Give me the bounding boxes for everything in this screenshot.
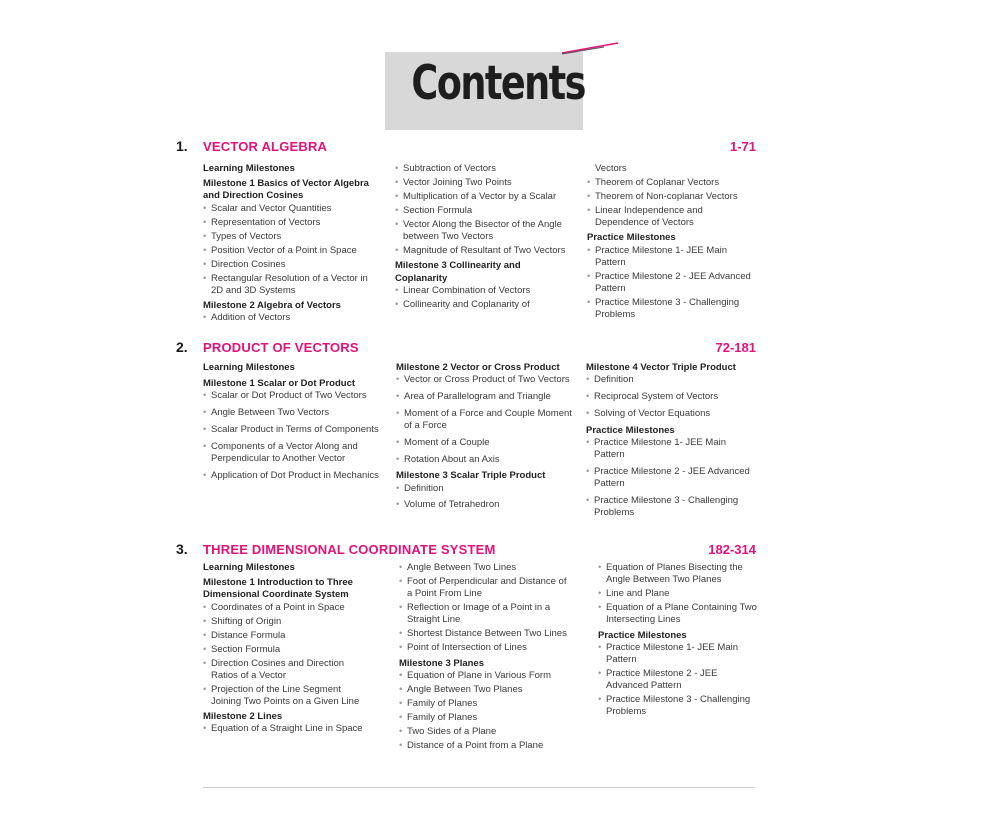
section-title[interactable]: THREE DIMENSIONAL COORDINATE SYSTEM <box>203 542 496 557</box>
section-column <box>399 562 571 754</box>
topic-item[interactable]: • Family of Planes <box>399 712 571 724</box>
topic-item[interactable]: • Foot of Perpendicular and Distance of a Point From Line <box>399 576 571 600</box>
milestone-heading: Learning Milestones <box>203 362 295 373</box>
milestone-heading: Milestone 1 Basics of Vector Algebra and Direction Cosines <box>203 178 369 202</box>
topic-item[interactable]: • Direction Cosines and Direction Ratios of a Vector <box>203 658 363 682</box>
topic-item[interactable]: • Multiplication of a Vector by a Scalar <box>395 191 575 203</box>
topic-item[interactable]: • Magnitude of Resultant of Two Vectors <box>395 245 575 257</box>
topic-item[interactable]: • Types of Vectors <box>203 231 381 243</box>
topic-item[interactable]: • Application of Dot Product in Mechanics <box>203 470 381 482</box>
topic-item[interactable]: • Definition <box>586 374 758 386</box>
section-column <box>203 562 363 737</box>
topic-item[interactable]: • Addition of Vectors <box>203 312 381 324</box>
section-pages: 72-181 <box>715 340 756 355</box>
topic-item[interactable]: • Moment of a Couple <box>396 437 576 449</box>
topic-item[interactable]: • Theorem of Coplanar Vectors <box>587 177 757 189</box>
topic-item[interactable]: • Practice Milestone 3 - Challenging Problems <box>587 297 757 321</box>
topic-item[interactable]: • Two Sides of a Plane <box>399 726 571 738</box>
topic-item[interactable]: • Distance of a Point from a Plane <box>399 740 571 752</box>
milestone-heading: Milestone 3 Scalar Triple Product <box>396 470 546 482</box>
topic-item[interactable]: • Practice Milestone 1- JEE Main Pattern <box>586 437 758 461</box>
milestone-heading: Learning Milestones <box>203 163 295 174</box>
milestone-heading: Milestone 3 Collinearity and Coplanarity <box>395 260 521 284</box>
topic-item[interactable]: • Shortest Distance Between Two Lines <box>399 628 571 640</box>
topic-item[interactable]: • Shifting of Origin <box>203 616 363 628</box>
section-column <box>586 358 758 524</box>
topic-item[interactable]: • Family of Planes <box>399 698 571 710</box>
milestone-heading: Learning Milestones <box>203 562 295 573</box>
topic-item[interactable]: • Equation of Plane in Various Form <box>399 670 571 682</box>
topic-item[interactable]: • Point of Intersection of Lines <box>399 642 571 654</box>
decorative-lines-icon <box>560 38 624 56</box>
topic-item[interactable]: • Definition <box>396 483 576 495</box>
topic-item[interactable]: • Practice Milestone 1- JEE Main Pattern <box>587 245 757 269</box>
milestone-heading: Milestone 3 Planes <box>399 657 485 669</box>
topic-item[interactable]: • Scalar Product in Terms of Components <box>203 424 381 436</box>
topic-item[interactable]: • Angle Between Two Vectors <box>203 407 381 419</box>
topic-item[interactable]: • Angle Between Two Lines <box>399 562 571 574</box>
section-title[interactable]: VECTOR ALGEBRA <box>203 139 328 154</box>
topic-item[interactable]: • Equation of a Straight Line in Space <box>203 723 363 735</box>
topic-item[interactable]: • Angle Between Two Planes <box>399 684 571 696</box>
topic-item[interactable]: • Subtraction of Vectors <box>395 163 575 175</box>
topic-item[interactable]: • Coordinates of a Point in Space <box>203 602 363 614</box>
section-column <box>203 358 381 487</box>
milestone-heading: Milestone 2 Lines <box>203 711 283 723</box>
topic-item[interactable]: • Vector Joining Two Points <box>395 177 575 189</box>
topic-item[interactable]: • Equation of a Plane Containing Two Intersecting Lines <box>598 602 760 626</box>
topic-item[interactable]: • Position Vector of a Point in Space <box>203 245 381 257</box>
topic-item[interactable]: • Scalar or Dot Product of Two Vectors <box>203 390 381 402</box>
topic-item[interactable]: • Practice Milestone 1- JEE Main Pattern <box>598 642 760 666</box>
topic-item[interactable]: • Section Formula <box>203 644 363 656</box>
milestone-heading: Practice Milestones <box>598 629 687 641</box>
topic-item[interactable]: • Solving of Vector Equations <box>586 408 758 420</box>
section-number: 2. <box>176 339 188 355</box>
topic-item[interactable]: • Rectangular Resolution of a Vector in 2D and 3D Systems <box>203 273 381 297</box>
section-column <box>203 163 381 326</box>
section-column <box>587 163 757 323</box>
topic-item[interactable]: • Scalar and Vector Quantities <box>203 203 381 215</box>
milestone-heading: Milestone 1 Scalar or Dot Product <box>203 378 356 390</box>
topic-item[interactable]: • Moment of a Force and Couple Moment of a Force <box>396 408 576 432</box>
milestone-heading: Milestone 2 Vector or Cross Product <box>396 362 560 373</box>
section-number: 1. <box>176 138 188 154</box>
section-column <box>396 358 576 516</box>
topic-item[interactable]: • Practice Milestone 2 - JEE Advanced Pattern <box>598 668 760 692</box>
milestone-heading: Practice Milestones <box>586 424 675 436</box>
section-title[interactable]: PRODUCT OF VECTORS <box>203 340 359 355</box>
topic-item[interactable]: • Practice Milestone 2 - JEE Advanced Pattern <box>587 271 757 295</box>
topic-item[interactable]: • Distance Formula <box>203 630 363 642</box>
topic-item[interactable]: • Practice Milestone 3 - Challenging Problems <box>586 495 758 519</box>
milestone-heading: Practice Milestones <box>587 232 676 244</box>
topic-item[interactable]: • Area of Parallelogram and Triangle <box>396 391 576 403</box>
milestone-heading: Milestone 1 Introduction to Three Dimensional Coordinate System <box>203 577 353 601</box>
topic-item[interactable]: • Collinearity and Coplanarity of <box>395 299 575 311</box>
section-pages: 182-314 <box>708 542 756 557</box>
topic-item[interactable]: • Reciprocal System of Vectors <box>586 391 758 403</box>
topic-item[interactable]: • Volume of Tetrahedron <box>396 499 576 511</box>
topic-item[interactable]: • Linear Combination of Vectors <box>395 285 575 297</box>
topic-item[interactable]: • Equation of Planes Bisecting the Angle Between Two Planes <box>598 562 760 586</box>
topic-item[interactable]: • Projection of the Line Segment Joining Two Points on a Given Line <box>203 684 363 708</box>
topic-item[interactable]: Vectors <box>595 163 627 174</box>
section-column <box>395 163 575 313</box>
milestone-heading: Milestone 2 Algebra of Vectors <box>203 300 341 312</box>
topic-item[interactable]: • Practice Milestone 3 - Challenging Problems <box>598 694 760 718</box>
topic-item[interactable]: • Representation of Vectors <box>203 217 381 229</box>
topic-item[interactable]: • Reflection or Image of a Point in a Straight Line <box>399 602 571 626</box>
milestone-heading: Milestone 4 Vector Triple Product <box>586 362 736 373</box>
footer-divider <box>203 787 755 788</box>
topic-item[interactable]: • Rotation About an Axis <box>396 454 576 466</box>
topic-item[interactable]: • Direction Cosines <box>203 259 381 271</box>
topic-item[interactable]: • Components of a Vector Along and Perpendicular to Another Vector <box>203 441 381 465</box>
topic-item[interactable]: • Practice Milestone 2 - JEE Advanced Pattern <box>586 466 758 490</box>
topic-item[interactable]: • Section Formula <box>395 205 575 217</box>
topic-item[interactable]: • Theorem of Non-coplanar Vectors <box>587 191 757 203</box>
topic-item[interactable]: • Linear Independence and Dependence of Vectors <box>587 205 757 229</box>
topic-item[interactable]: • Vector Along the Bisector of the Angle between Two Vectors <box>395 219 575 243</box>
section-number: 3. <box>176 541 188 557</box>
topic-item[interactable]: • Vector or Cross Product of Two Vectors <box>396 374 576 386</box>
section-pages: 1-71 <box>729 139 756 154</box>
topic-item[interactable]: • Line and Plane <box>598 588 760 600</box>
section-column <box>598 562 760 720</box>
page-title: Contents <box>411 56 585 111</box>
